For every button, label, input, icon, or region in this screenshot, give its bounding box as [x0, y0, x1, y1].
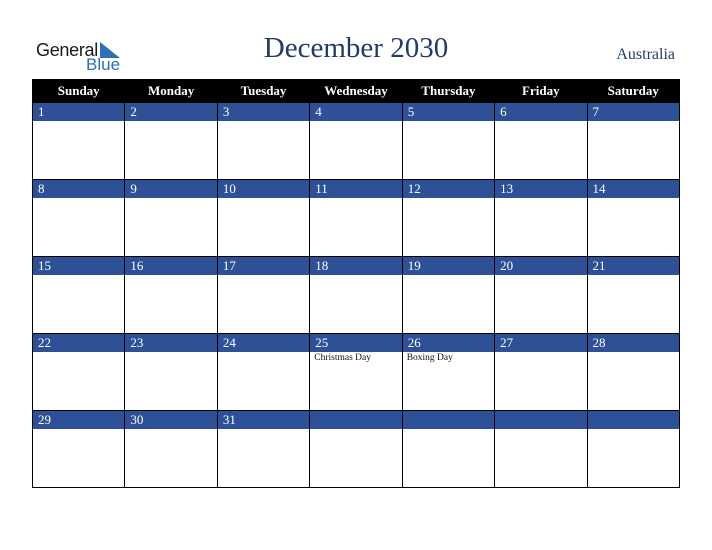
- day-number: 28: [588, 334, 679, 352]
- week-row: [33, 180, 680, 257]
- holiday-label: [125, 198, 216, 199]
- holiday-label: [33, 275, 124, 276]
- weekday-header: Friday: [495, 80, 587, 103]
- day-number: 22: [33, 334, 124, 352]
- holiday-label: [310, 275, 401, 276]
- day-number: 17: [218, 257, 309, 275]
- day-cell[interactable]: [495, 334, 587, 411]
- holiday-label: [125, 429, 216, 430]
- day-cell[interactable]: [125, 103, 217, 180]
- day-cell[interactable]: [310, 257, 402, 334]
- weekday-header-row: [33, 80, 680, 103]
- holiday-label: [218, 352, 309, 353]
- day-number: 20: [495, 257, 586, 275]
- week-row: [33, 103, 680, 180]
- day-cell[interactable]: [402, 103, 494, 180]
- day-cell[interactable]: [402, 334, 494, 411]
- day-cell[interactable]: [587, 180, 679, 257]
- day-number: 9: [125, 180, 216, 198]
- week-row: [33, 257, 680, 334]
- holiday-label: [125, 121, 216, 122]
- holiday-label: Christmas Day: [314, 353, 371, 363]
- day-cell[interactable]: [217, 257, 309, 334]
- day-cell[interactable]: [125, 180, 217, 257]
- holiday-label: [588, 352, 679, 353]
- holiday-label: [495, 198, 586, 199]
- day-cell[interactable]: [495, 257, 587, 334]
- logo-text-general: General: [36, 40, 98, 60]
- day-cell[interactable]: [125, 257, 217, 334]
- day-number: 30: [125, 411, 216, 429]
- holiday-label: [403, 198, 494, 199]
- day-cell[interactable]: [33, 334, 125, 411]
- day-cell[interactable]: [495, 103, 587, 180]
- day-number: 23: [125, 334, 216, 352]
- day-number: 6: [495, 103, 586, 121]
- day-cell[interactable]: [587, 411, 679, 488]
- holiday-label: [403, 121, 494, 122]
- day-cell[interactable]: [125, 411, 217, 488]
- day-cell[interactable]: [587, 257, 679, 334]
- weekday-header: Monday: [125, 80, 217, 103]
- day-cell[interactable]: [587, 334, 679, 411]
- day-cell[interactable]: [587, 103, 679, 180]
- weekday-header: Tuesday: [217, 80, 309, 103]
- holiday-label: [125, 275, 216, 276]
- holiday-label: [588, 121, 679, 122]
- day-number: 19: [403, 257, 494, 275]
- day-number: 24: [218, 334, 309, 352]
- day-number: 21: [588, 257, 679, 275]
- day-cell[interactable]: [495, 411, 587, 488]
- day-number: 13: [495, 180, 586, 198]
- day-number: 4: [310, 103, 401, 121]
- holiday-label: [588, 429, 679, 430]
- day-number: 31: [218, 411, 309, 429]
- day-number: 14: [588, 180, 679, 198]
- holiday-label: [495, 352, 586, 353]
- day-number: 7: [588, 103, 679, 121]
- day-number: [588, 411, 679, 429]
- day-number: 27: [495, 334, 586, 352]
- weekday-header: Saturday: [587, 80, 679, 103]
- day-cell[interactable]: [310, 411, 402, 488]
- weekday-header: Sunday: [33, 80, 125, 103]
- holiday-label: [403, 275, 494, 276]
- day-number: 10: [218, 180, 309, 198]
- day-cell[interactable]: [402, 180, 494, 257]
- day-cell[interactable]: [33, 103, 125, 180]
- holiday-label: [310, 121, 401, 122]
- day-number: 16: [125, 257, 216, 275]
- day-number: 26: [403, 334, 494, 352]
- day-cell[interactable]: [310, 103, 402, 180]
- holiday-label: [125, 352, 216, 353]
- holiday-label: [495, 429, 586, 430]
- day-cell[interactable]: [33, 180, 125, 257]
- day-cell[interactable]: [217, 334, 309, 411]
- holiday-label: [218, 198, 309, 199]
- day-cell[interactable]: [125, 334, 217, 411]
- week-row: [33, 411, 680, 488]
- holiday-label: [33, 352, 124, 353]
- day-number: 12: [403, 180, 494, 198]
- day-cell[interactable]: [33, 411, 125, 488]
- day-number: 11: [310, 180, 401, 198]
- country-label: Australia: [616, 46, 675, 63]
- holiday-label: [403, 429, 494, 430]
- holiday-label: [33, 121, 124, 122]
- day-number: 2: [125, 103, 216, 121]
- holiday-label: [218, 429, 309, 430]
- holiday-label: [495, 121, 586, 122]
- day-cell[interactable]: [310, 334, 402, 411]
- holiday-label: [218, 275, 309, 276]
- holiday-label: [33, 429, 124, 430]
- day-number: 1: [33, 103, 124, 121]
- logo-text-blue: Blue: [86, 55, 121, 74]
- day-cell[interactable]: [495, 180, 587, 257]
- day-cell[interactable]: [402, 257, 494, 334]
- day-number: 3: [218, 103, 309, 121]
- weekday-header: Wednesday: [310, 80, 402, 103]
- holiday-label: [588, 275, 679, 276]
- calendar-grid: [32, 79, 680, 488]
- holiday-label: Boxing Day: [406, 353, 453, 363]
- day-number: 18: [310, 257, 401, 275]
- weekday-header: Thursday: [402, 80, 494, 103]
- day-number: 29: [33, 411, 124, 429]
- holiday-label: [33, 198, 124, 199]
- day-cell[interactable]: [217, 180, 309, 257]
- day-cell[interactable]: [310, 180, 402, 257]
- day-cell[interactable]: [217, 411, 309, 488]
- holiday-label: [310, 429, 401, 430]
- holiday-label: [495, 275, 586, 276]
- day-number: 15: [33, 257, 124, 275]
- day-number: [403, 411, 494, 429]
- day-number: 8: [33, 180, 124, 198]
- holiday-label: [310, 198, 401, 199]
- day-number: 5: [403, 103, 494, 121]
- day-number: [310, 411, 401, 429]
- day-cell[interactable]: [217, 103, 309, 180]
- holiday-label: [218, 121, 309, 122]
- day-cell[interactable]: [402, 411, 494, 488]
- day-number: 25: [310, 334, 401, 352]
- day-number: [495, 411, 586, 429]
- page-title: December 2030: [263, 32, 449, 64]
- day-cell[interactable]: [33, 257, 125, 334]
- holiday-label: [588, 198, 679, 199]
- week-row: [33, 334, 680, 411]
